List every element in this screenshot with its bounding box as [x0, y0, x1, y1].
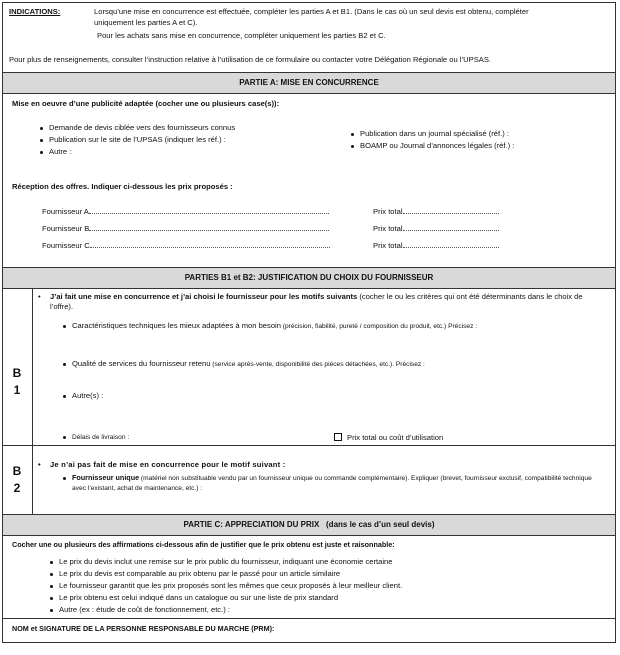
checkbox-icon[interactable] — [334, 433, 342, 441]
total-a-field[interactable] — [403, 206, 499, 214]
b1-criterion-technical[interactable]: Caractéristiques techniques les mieux adaptées à mon besoin (précision, fiabilité, pureté / composition du produit, etc.) Précisez : — [63, 321, 477, 330]
b2-label-number: 2 — [13, 481, 21, 495]
price-justification-item[interactable]: Le prix du devis inclut une remise sur le prix public du fournisseur, indiquant une économie certaine — [50, 557, 392, 566]
b1-label-number: 1 — [13, 383, 21, 397]
indications-line-2: uniquement les parties A et C). — [94, 18, 198, 27]
bullet-icon — [40, 139, 43, 142]
publicity-option[interactable]: Publication dans un journal spécialisé (réf.) : — [351, 129, 509, 138]
b2-intro: Je n’ai pas fait de mise en concurrence pour le motif suivant : — [50, 460, 286, 469]
divider — [2, 618, 616, 619]
bullet-icon — [50, 561, 53, 564]
b1-criterion-other[interactable]: Autre(s) : — [63, 391, 103, 400]
bullet-icon — [63, 477, 66, 480]
part-b-title: PARTIES B1 et B2: JUSTIFICATION DU CHOIX DU FOURNISSEUR — [3, 268, 615, 288]
b1-criterion-delivery[interactable]: Délais de livraison : — [63, 434, 129, 441]
bullet-icon — [50, 573, 53, 576]
indications-line-1: Lorsqu’une mise en concurrence est effectuée, compléter les parties A et B1. (Dans le cas où un seul devis est obtenu, compléter — [94, 7, 529, 16]
bullet-icon — [40, 127, 43, 130]
offers-title: Réception des offres. Indiquer ci-dessous les prix proposés : — [12, 182, 233, 191]
total-c-field[interactable] — [403, 240, 499, 248]
b2-label-letter: B — [12, 464, 22, 478]
bullet-icon — [50, 597, 53, 600]
bullet-icon — [40, 151, 43, 154]
b1-criterion-price[interactable]: Prix total ou coût d’utilisation — [334, 433, 443, 442]
divider — [2, 93, 616, 94]
supplier-c-field[interactable] — [90, 240, 330, 248]
publicity-option[interactable]: Demande de devis ciblée vers des fournisseurs connus — [40, 123, 235, 132]
bullet-icon — [63, 436, 66, 439]
bullet-icon — [50, 609, 53, 612]
divider — [2, 445, 616, 446]
b2-single-supplier[interactable]: Fournisseur unique (matériel non substituable vendu par un fournisseur unique ou commande complémentaire). Expliquer (brevet, fournisseur exclusif, compatibilité technique avec l’existant, achat de maintenance, etc.) : — [72, 473, 597, 494]
info-text: Pour plus de renseignements, consulter l’instruction relative à l’utilisation de ce formulaire ou contacter votre Délégation Régionale ou l’UPSAS. — [9, 55, 492, 64]
supplier-row-b: Fournisseur B — [42, 223, 329, 233]
bullet-icon — [63, 325, 66, 328]
price-justification-item[interactable]: Le fournisseur garantit que les prix proposés sont les mêmes que ceux proposés à leur meilleur client. — [50, 581, 402, 590]
price-justification-item[interactable]: Autre (ex : étude de coût de fonctionnement, etc.) : — [50, 605, 230, 614]
signature-label: NOM et SIGNATURE DE LA PERSONNE RESPONSABLE DU MARCHE (PRM): — [12, 624, 275, 633]
publicity-option[interactable]: Publication sur le site de l’UPSAS (indiquer les réf.) : — [40, 135, 226, 144]
supplier-row-c: Fournisseur C — [42, 240, 330, 250]
part-c-intro: Cocher une ou plusieurs des affirmations ci-dessous afin de justifier que le prix obtenu est juste et raisonnable: — [12, 540, 395, 549]
price-justification-item[interactable]: Le prix obtenu est celui indiqué dans un catalogue ou sur une liste de prix standard — [50, 593, 338, 602]
bullet-icon — [50, 585, 53, 588]
part-a-title: PARTIE A: MISE EN CONCURRENCE — [3, 73, 615, 93]
indications-line-3: Pour les achats sans mise en concurrence, compléter uniquement les parties B2 et C. — [97, 31, 386, 40]
bullet-icon — [351, 145, 354, 148]
divider — [2, 535, 616, 536]
bullet-icon — [63, 363, 66, 366]
bullet-icon — [63, 395, 66, 398]
publicity-option[interactable]: BOAMP ou Journal d’annonces légales (réf.) : — [351, 141, 514, 150]
indications-label: INDICATIONS: — [9, 7, 61, 16]
supplier-b-field[interactable] — [89, 223, 329, 231]
publicity-option[interactable]: Autre : — [40, 147, 71, 156]
bullet-icon — [351, 133, 354, 136]
supplier-a-field[interactable] — [89, 206, 329, 214]
total-row-b: Prix total — [373, 223, 499, 233]
b1-criterion-service[interactable]: Qualité de services du fournisseur retenu (service après-vente, disponibilité des pièces détachées, etc.). Précisez : — [63, 359, 425, 368]
b1-intro: J’ai fait une mise en concurrence et j’ai choisi le fournisseur pour les motifs suivants (cocher le ou les critères qui ont été déterminants dans le choix de l’offre). — [50, 292, 583, 311]
total-row-a: Prix total — [373, 206, 499, 216]
total-b-field[interactable] — [403, 223, 499, 231]
b1-label-letter: B — [12, 366, 22, 380]
supplier-row-a: Fournisseur A — [42, 206, 329, 216]
part-a-subtitle: Mise en oeuvre d’une publicité adaptée (cocher une ou plusieurs case(s)): — [12, 99, 280, 108]
part-c-title: PARTIE C: APPRECIATION DU PRIX (dans le cas d’un seul devis) — [3, 515, 615, 535]
divider — [2, 288, 616, 289]
price-justification-item[interactable]: Le prix du devis est comparable au prix obtenu par le passé pour un article similaire — [50, 569, 340, 578]
column-divider — [32, 288, 33, 514]
total-row-c: Prix total — [373, 240, 499, 250]
